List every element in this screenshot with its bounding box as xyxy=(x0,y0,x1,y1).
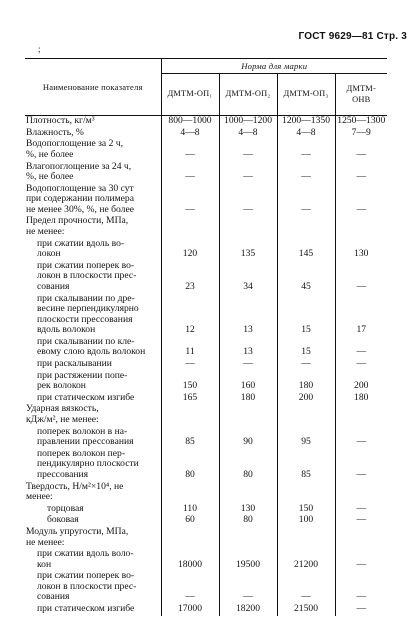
cell-value: 4—8 xyxy=(277,128,335,140)
row-label-line: правлении прессования xyxy=(37,436,134,448)
cell-value: — xyxy=(219,359,277,371)
cell-value: — xyxy=(356,502,367,514)
table-row xyxy=(25,337,387,359)
row-label-line: не менее: xyxy=(26,536,65,548)
column-header-mark: ДМТМ-ОНВ xyxy=(335,74,387,116)
row-label xyxy=(25,549,161,571)
cell-value: 80 xyxy=(161,449,219,482)
cell-value: 13 xyxy=(219,294,277,337)
cell-value: — xyxy=(356,280,367,292)
cell-value xyxy=(277,527,335,549)
cell-value: 110 xyxy=(161,504,219,516)
column-header-mark: ДМТМ-ОП₂ xyxy=(219,74,277,116)
row-label-line: при статическом изгибе xyxy=(37,603,135,615)
row-label-line: Водопоглощение за 30 сут xyxy=(26,182,134,194)
cell-value: — xyxy=(219,139,277,161)
table-row xyxy=(25,571,387,604)
cell-value xyxy=(219,404,277,426)
specification-table xyxy=(25,58,387,616)
row-label-line: при содержании полимера xyxy=(26,193,134,205)
row-label-line: при сжатии вдоль воло- xyxy=(37,548,134,560)
table-row xyxy=(25,162,387,184)
row-label-line: при сжатии поперек во- xyxy=(37,259,135,271)
cell-value: 60 xyxy=(161,515,219,527)
cell-value: — xyxy=(356,514,367,526)
cell-value: 95 xyxy=(277,427,335,449)
cell-value: 1250—1300 xyxy=(337,115,386,126)
table-row xyxy=(25,116,387,128)
cell-value xyxy=(161,527,219,549)
cell-value: — xyxy=(277,184,335,217)
row-label-line: вдоль волокон xyxy=(37,324,96,335)
column-header-mark: ДМТМ-ОП₁ xyxy=(161,74,219,116)
cell-value: 21500 xyxy=(277,604,335,616)
column-header-mark: ДМТМ-ОП₃ xyxy=(277,74,335,116)
cell-value: — xyxy=(219,162,277,184)
cell-value: — xyxy=(161,184,219,217)
row-label-line: при сжатии поперек во- xyxy=(37,570,135,582)
cell-value: 17 xyxy=(356,324,367,335)
row-label-line: %, не более xyxy=(26,148,74,160)
row-label xyxy=(25,359,161,371)
row-label xyxy=(25,184,161,217)
row-label-line: при скалывании по кле- xyxy=(37,335,135,347)
table-body xyxy=(25,116,387,616)
cell-value: — xyxy=(219,571,277,604)
row-label-line: кон xyxy=(37,558,52,570)
cell-value xyxy=(277,482,335,504)
row-label-line: при раскалывании xyxy=(37,357,112,369)
row-label xyxy=(25,139,161,161)
row-label-line: торцовая xyxy=(47,502,84,514)
cell-value: 4—8 xyxy=(161,128,219,140)
cell-value: 80 xyxy=(219,449,277,482)
row-label xyxy=(25,337,161,359)
row-label-line: при сжатии вдоль во- xyxy=(37,237,125,249)
cell-value: 23 xyxy=(161,261,219,294)
row-label xyxy=(25,527,161,549)
cell-value: 120 xyxy=(161,239,219,261)
cell-value xyxy=(161,404,219,426)
cell-value: — xyxy=(356,148,367,160)
cell-value: 200 xyxy=(354,380,369,392)
cell-value: 15 xyxy=(277,294,335,337)
cell-value: 100 xyxy=(277,515,335,527)
cell-value: 180 xyxy=(277,371,335,393)
cell-value xyxy=(161,482,219,504)
row-label xyxy=(25,116,161,128)
row-label-line: Предел прочности, МПа, xyxy=(26,215,129,227)
cell-value: — xyxy=(161,162,219,184)
row-label xyxy=(25,482,161,504)
table-row xyxy=(25,216,387,238)
cell-value: 4—8 xyxy=(219,128,277,140)
cell-value: 18200 xyxy=(219,604,277,616)
cell-value xyxy=(219,216,277,238)
cell-value xyxy=(335,404,387,426)
cell-value: 12 xyxy=(161,294,219,337)
cell-value: — xyxy=(277,162,335,184)
table-row xyxy=(25,527,387,549)
cell-value: 180 xyxy=(354,391,369,403)
table-row xyxy=(25,427,387,449)
cell-value: 1200—1350 xyxy=(277,116,335,128)
row-label-line: не менее 30%, %, не более xyxy=(26,203,134,215)
cell-value: 7—9 xyxy=(351,126,371,138)
cell-value: — xyxy=(356,468,367,480)
cell-value: — xyxy=(277,139,335,161)
row-label-line: %, не более xyxy=(26,171,74,183)
cell-value: — xyxy=(356,558,367,570)
cell-value: — xyxy=(277,359,335,371)
cell-value: 13 xyxy=(219,337,277,359)
row-label-line: менее: xyxy=(26,491,53,502)
row-label-line: сования xyxy=(37,280,70,292)
row-label-line: не менее: xyxy=(26,225,65,237)
row-label-line: локон xyxy=(37,248,61,260)
table-row xyxy=(25,549,387,571)
cell-value: 34 xyxy=(219,261,277,294)
row-label-line: Влажность, % xyxy=(26,126,84,138)
table-row xyxy=(25,371,387,393)
row-label-line: весине перпендикулярно xyxy=(37,303,139,314)
cell-value: 150 xyxy=(277,504,335,516)
cell-value: — xyxy=(356,591,367,603)
row-label-line: плоскости прессования xyxy=(37,313,133,325)
cell-value: — xyxy=(161,359,219,371)
row-label xyxy=(25,404,161,426)
cell-value: 145 xyxy=(277,239,335,261)
row-label-line: евому слою вдоль волокон xyxy=(37,346,146,358)
row-label xyxy=(25,261,161,294)
cell-value: — xyxy=(277,571,335,604)
column-group-header: Норма для марки xyxy=(161,59,387,74)
cell-value xyxy=(219,527,277,549)
cell-value xyxy=(335,482,387,504)
cell-value: 19500 xyxy=(219,549,277,571)
table-row xyxy=(25,504,387,516)
row-label-line: Водопоглощение за 2 ч, xyxy=(26,138,123,150)
cell-value: 17000 xyxy=(161,604,219,616)
row-label-line: Модуль упругости, МПа, xyxy=(26,526,129,538)
cell-value: 15 xyxy=(277,337,335,359)
column-header-name: Наименование показателя xyxy=(25,59,161,116)
cell-value: 45 xyxy=(277,261,335,294)
row-label-line: Ударная вязкость, xyxy=(26,403,99,415)
cell-value: — xyxy=(161,571,219,604)
row-label-line: прессования xyxy=(37,468,89,480)
row-label-line: поперек волокон в на- xyxy=(37,425,128,437)
row-label-line: локон в плоскости прес- xyxy=(37,270,137,282)
cell-value: 135 xyxy=(219,239,277,261)
cell-value: 80 xyxy=(219,515,277,527)
row-label-line: рек волокон xyxy=(37,380,86,392)
cell-value: 11 xyxy=(161,337,219,359)
cell-value: 130 xyxy=(219,504,277,516)
cell-value: 85 xyxy=(277,449,335,482)
row-label-line: локон в плоскости прес- xyxy=(37,580,137,592)
row-label-line: при статическом изгибе xyxy=(37,391,135,403)
row-label-line: сования xyxy=(37,591,70,603)
cell-value xyxy=(219,482,277,504)
cell-value: — xyxy=(356,346,367,358)
row-label xyxy=(25,216,161,238)
row-label-line: Плотность, кг/м³ xyxy=(26,115,95,126)
table-row xyxy=(25,449,387,482)
cell-value: 160 xyxy=(219,371,277,393)
cell-value xyxy=(335,527,387,549)
row-label-line: боковая xyxy=(47,514,79,526)
cell-value: 90 xyxy=(219,427,277,449)
page-header: ГОСТ 9629—81 Стр. 3 xyxy=(298,31,407,42)
table-row xyxy=(25,482,387,504)
row-label xyxy=(25,427,161,449)
table-row xyxy=(25,261,387,294)
row-label-line: Твердость, Н/м²×10⁴, не xyxy=(26,480,124,492)
cell-value: 85 xyxy=(161,427,219,449)
cell-value xyxy=(335,216,387,238)
cell-value: — xyxy=(356,603,367,615)
cell-value: 200 xyxy=(277,393,335,405)
corner-mark: ; xyxy=(38,44,41,54)
cell-value: — xyxy=(356,203,367,215)
cell-value: — xyxy=(356,357,367,369)
cell-value: 800—1000 xyxy=(161,116,219,128)
cell-value xyxy=(277,216,335,238)
cell-value: — xyxy=(219,184,277,217)
cell-value: 18000 xyxy=(161,549,219,571)
row-label xyxy=(25,604,161,616)
cell-value xyxy=(161,216,219,238)
row-label-line: кДж/м², не менее: xyxy=(26,413,99,425)
cell-value: 130 xyxy=(354,248,369,260)
row-label-line: пендикулярно плоскости xyxy=(37,458,139,470)
cell-value: — xyxy=(356,171,367,183)
row-label xyxy=(25,162,161,184)
table-row xyxy=(25,239,387,261)
cell-value: 1000—1200 xyxy=(219,116,277,128)
table-row xyxy=(25,404,387,426)
row-label xyxy=(25,294,161,337)
row-label xyxy=(25,449,161,482)
cell-value: 165 xyxy=(161,393,219,405)
row-label xyxy=(25,504,161,516)
row-label xyxy=(25,371,161,393)
cell-value: — xyxy=(356,436,367,448)
row-label-line: при растяжении попе- xyxy=(37,369,128,381)
table-row xyxy=(25,359,387,371)
row-label-line: поперек волокон пер- xyxy=(37,447,126,459)
table-row xyxy=(25,294,387,337)
table-row xyxy=(25,604,387,616)
row-label-line: Влагопоглощение за 24 ч, xyxy=(26,160,132,172)
cell-value: 180 xyxy=(219,393,277,405)
row-label xyxy=(25,571,161,604)
table-row xyxy=(25,139,387,161)
cell-value: 21200 xyxy=(277,549,335,571)
row-label-line: при скалывании по дре- xyxy=(37,292,135,304)
table-row xyxy=(25,184,387,217)
cell-value: — xyxy=(161,139,219,161)
cell-value: 150 xyxy=(161,371,219,393)
cell-value xyxy=(277,404,335,426)
row-label xyxy=(25,239,161,261)
